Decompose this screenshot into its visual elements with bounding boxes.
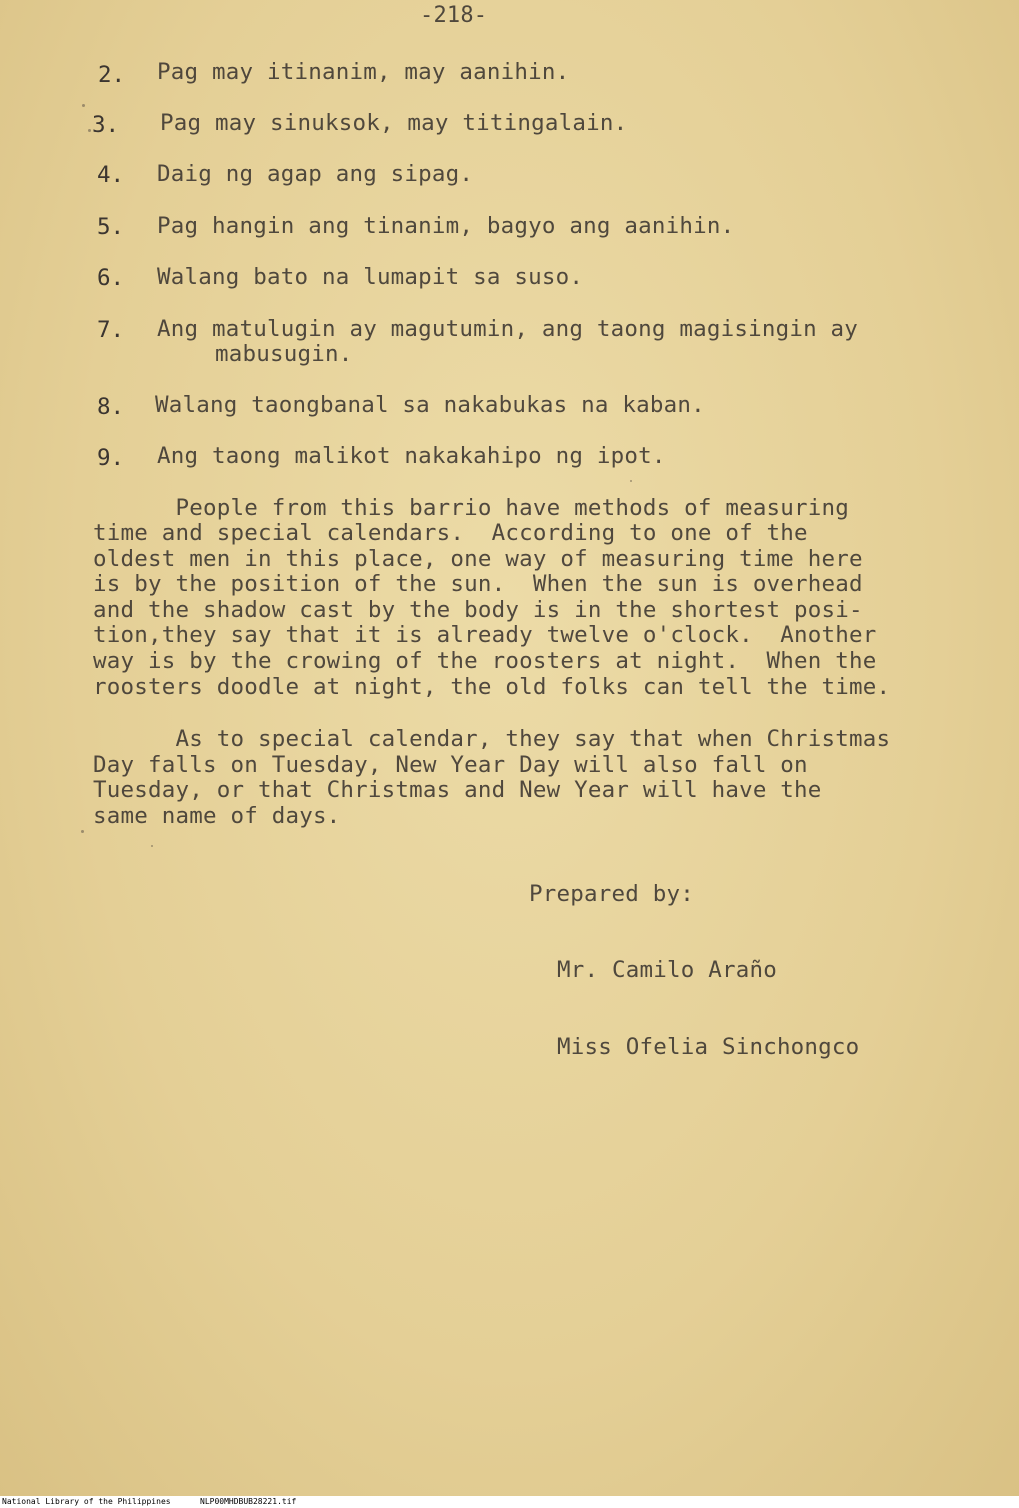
item-text: Daig ng agap ang sipag. <box>157 161 474 187</box>
item-text: Walang bato na lumapit sa suso. <box>157 264 584 290</box>
paper-speck <box>630 480 632 482</box>
paper-speck <box>81 830 84 833</box>
item-text-continued: mabusugin. <box>215 341 353 367</box>
preparer-name: Mr. Camilo Araño <box>557 957 777 983</box>
paragraph-line: People from this barrio have methods of measuring <box>93 495 850 521</box>
paragraph-line: As to special calendar, they say that when Christmas <box>93 726 891 752</box>
footer-filename: NLP00MHDBUB28221.tif <box>200 1497 297 1506</box>
paragraph-line: tion,they say that it is already twelve o'clock. Another <box>93 622 877 648</box>
item-text: Pag hangin ang tinanim, bagyo ang aanihin. <box>157 213 735 239</box>
item-number: 4. <box>97 162 125 188</box>
item-number: 6. <box>97 265 125 291</box>
item-text: Walang taongbanal sa nakabukas na kaban. <box>155 392 705 418</box>
paragraph-line: way is by the crowing of the roosters at night. When the <box>93 648 877 674</box>
item-number: 3. <box>92 112 120 138</box>
paragraph-line: Day falls on Tuesday, New Year Day will also fall on <box>93 752 808 778</box>
item-text: Pag may itinanim, may aanihin. <box>157 59 570 85</box>
item-text: Ang taong malikot nakakahipo ng ipot. <box>157 443 666 469</box>
item-number: 2. <box>98 62 126 88</box>
item-number: 8. <box>97 394 125 420</box>
paragraph-line: and the shadow cast by the body is in the shortest posi- <box>93 597 863 623</box>
paragraph-line: oldest men in this place, one way of measuring time here <box>93 546 863 572</box>
page-number: -218- <box>420 3 488 28</box>
scan-footer <box>0 1496 1019 1508</box>
paragraph-line: is by the position of the sun. When the sun is overhead <box>93 571 863 597</box>
paragraph-line: same name of days. <box>93 803 341 829</box>
paragraph-line: Tuesday, or that Christmas and New Year will have the <box>93 777 822 803</box>
footer-library: National Library of the Philippines <box>2 1497 171 1506</box>
paper-speck <box>88 129 91 132</box>
paragraph-line: time and special calendars. According to one of the <box>93 520 808 546</box>
item-text: Pag may sinuksok, may titingalain. <box>160 110 628 136</box>
preparer-name: Miss Ofelia Sinchongco <box>557 1034 860 1060</box>
paper-speck <box>82 104 85 107</box>
item-number: 5. <box>97 214 125 240</box>
item-number: 9. <box>97 445 125 471</box>
prepared-by-label: Prepared by: <box>529 881 694 907</box>
paragraph-line: roosters doodle at night, the old folks can tell the time. <box>93 674 891 700</box>
item-text: Ang matulugin ay magutumin, ang taong magisingin ay <box>157 316 859 342</box>
paper-speck <box>151 845 153 847</box>
item-number: 7. <box>97 317 125 343</box>
